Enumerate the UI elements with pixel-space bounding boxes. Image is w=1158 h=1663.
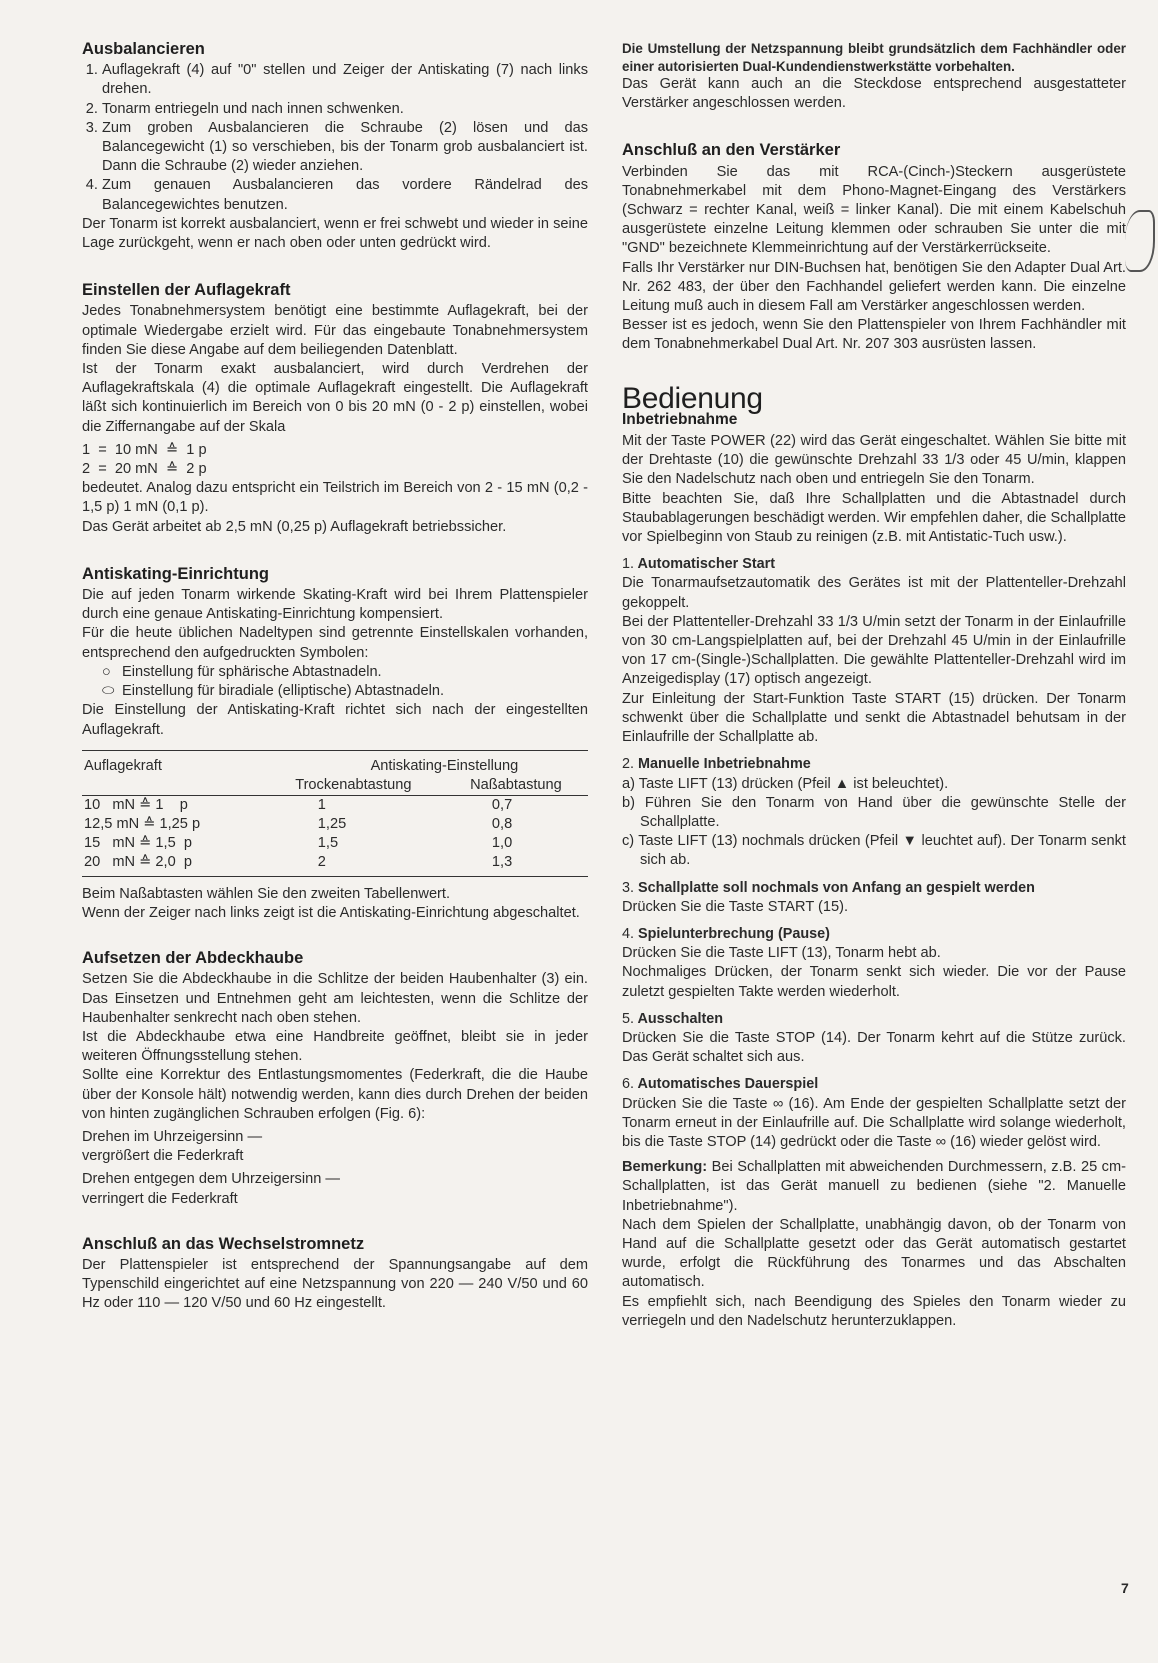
paragraph: Falls Ihr Verstärker nur DIN-Buchsen hat, benötigen Sie den Adapter Dual Art. Nr. 262 483, der über den Fachhandel geliefert werden kann. Die einzelne Leitung muß auch in diesem Fall am Verstärker angeschlossen werden. <box>622 259 1126 315</box>
paragraph: Drücken Sie die Taste ∞ (16). Am Ende der gespielten Schallplatte setzt der Tonarm erneut in der Einlaufrille auf. Die Schallplatte wird solange wiederholt, bis die Taste STOP (14) gedrückt oder die Taste ∞ (16) wieder gelöst wird. <box>622 1095 1126 1150</box>
paragraph: verringert die Federkraft <box>82 1190 238 1207</box>
section-bedienung <box>622 381 1126 1331</box>
step-item: 4. Zum genauen Ausbalancieren das vordere Rändelrad des Balancegewichtes benutzen. <box>102 176 588 214</box>
paragraph: Die Tonarmaufsetzautomatik des Gerätes ist mit der Plattenteller-Drehzahl gekoppelt. <box>622 575 1126 611</box>
paragraph: Verbinden Sie das mit RCA-(Cinch-)Steckern ausgerüstete Tonabnehmerkabel mit dem Phono-Magnet-Eingang des Verstärkers (Schwarz = rechter Kanal, weiß = linker Kanal). Die mit einem Kabelschuh ausgerüstete einzelne Leitung klemmen oder schrauben Sie unter die mit "GND" bezeichnete Klemmeinrichtung auf der Verstärkerrückseite. <box>622 163 1126 257</box>
section-auflagekraft <box>82 281 588 537</box>
table-header: Trockenabtastung <box>263 776 444 796</box>
heading-auflagekraft: Einstellen der Auflagekraft <box>82 281 291 300</box>
section-antiskating <box>82 565 588 923</box>
subheading: 2. Manuelle Inbetriebnahme <box>622 756 811 773</box>
manual-steps <box>622 775 1126 871</box>
subheading: 6. Automatisches Dauerspiel <box>622 1076 819 1093</box>
step-item: c) Taste LIFT (13) nochmals drücken (Pfeil ▼ leuchtet auf). Der Tonarm senkt sich ab. <box>622 833 1126 869</box>
paragraph: vergrößert die Federkraft <box>82 1148 244 1165</box>
antiskating-table <box>82 750 588 877</box>
subheading: 4. Spielunterbrechung (Pause) <box>622 925 830 942</box>
paragraph: Nach dem Spielen der Schallplatte, unabhängig davon, ob der Tonarm von Hand auf die Schallplatte gesetzt oder das Gerät automatisch gestartet wurde, erfolgt die Rückführung des Tonarmes und das Abschalten automatisch. <box>622 1216 1126 1291</box>
symbol-line: ○ Einstellung für sphärische Abtastnadeln. <box>82 663 588 682</box>
right-column <box>622 40 1126 1331</box>
step-item: 2. Tonarm entriegeln und nach innen schwenken. <box>102 100 588 119</box>
paragraph: Wenn der Zeiger nach links zeigt ist die Antiskating-Einrichtung abgeschaltet. <box>82 904 580 921</box>
paragraph: Sollte eine Korrektur des Entlastungsmomentes (Federkraft, die die Haube über der Konsole hält) notwendig werden, kann dies durch Drehen der beiden von hinten zugänglichen Schrauben erfolgen (Fig. 6): <box>82 1067 588 1122</box>
paragraph: Der Plattenspieler ist entsprechend der Spannungsangabe auf dem Typenschild eingerichtet auf eine Netzspannung von 220 — 240 V/50 und 60 Hz oder 110 — 120 V/50 und 60 Hz eingestellt. <box>82 1256 588 1312</box>
heading-abdeckhaube: Aufsetzen der Abdeckhaube <box>82 949 304 968</box>
heading-antiskating: Antiskating-Einrichtung <box>82 564 269 583</box>
equation: 1 = 10 mN ≙ 1 p <box>82 441 207 458</box>
table-row: 20 mN ≙ 2,0 p 2 1,3 <box>84 853 513 870</box>
table-row: 12,5 mN ≙ 1,25 p 1,25 0,8 <box>84 815 513 832</box>
paragraph: bedeutet. Analog dazu entspricht ein Teilstrich im Bereich von 2 - 15 mN (0,2 - 1,5 p) 1 mN (0,1 p). <box>82 480 588 516</box>
paragraph: Beim Naßabtasten wählen Sie den zweiten Tabellenwert. <box>82 885 451 902</box>
page-number: 7 <box>1121 1580 1129 1596</box>
paragraph: Drücken Sie die Taste LIFT (13), Tonarm hebt ab. <box>622 945 941 962</box>
table-header: Auflagekraft <box>84 757 162 774</box>
paragraph: Zur Einleitung der Start-Funktion Taste START (15) drücken. Der Tonarm schwenkt über die Schallplatte und senkt die Abtastnadel behutsam in der Einlaufrille der Schallplatte ab. <box>622 690 1126 746</box>
paragraph: Ist die Abdeckhaube etwa eine Handbreite geöffnet, bleibt sie in jeder weiteren Öffnungsstellung stehen. <box>82 1028 588 1065</box>
ellipse-symbol-icon: ⬭ <box>102 683 115 700</box>
paragraph: Mit der Taste POWER (22) wird das Gerät eingeschaltet. Wählen Sie bitte mit der Drehtaste (10) die gewünschte Drehzahl 33 1/3 oder 45 U/min, klappen Sie den Nadelschutz nach oben und entriegeln Sie den Tonarm. <box>622 433 1126 488</box>
equation: 2 = 20 mN ≙ 2 p <box>82 461 207 478</box>
subheading: 3. Schallplatte soll nochmals von Anfang an gespielt werden <box>622 879 1035 896</box>
paragraph: Nochmaliges Drücken, der Tonarm senkt sich wieder. Die vor der Pause zuletzt gespielten Takte werden wiederholt. <box>622 964 1126 1000</box>
paragraph: Drücken Sie die Taste START (15). <box>622 898 849 915</box>
heading-verstaerker: Anschluß an den Verstärker <box>622 141 841 160</box>
paragraph: Die auf jeden Tonarm wirkende Skating-Kraft wird bei Ihrem Plattenspieler durch eine genaue Antiskating-Einrichtung kompensiert. <box>82 587 588 623</box>
paragraph: Es empfiehlt sich, nach Beendigung des Spieles den Tonarm wieder zu verriegeln und den Nadelschutz herunterzuklappen. <box>622 1293 1126 1329</box>
left-column <box>82 40 588 1336</box>
table-header: Antiskating-Einstellung <box>370 757 519 774</box>
subheading: 1. Automatischer Start <box>622 556 776 573</box>
note-label: Bemerkung: <box>622 1159 708 1176</box>
section-ausbalancieren <box>82 40 588 253</box>
table-row: 15 mN ≙ 1,5 p 1,5 1,0 <box>84 834 513 851</box>
heading-inbetriebnahme: Inbetriebnahme <box>622 410 738 428</box>
paragraph: Drehen entgegen dem Uhrzeigersinn — <box>82 1171 340 1188</box>
section-wechselstrom <box>82 1235 588 1314</box>
paragraph: Drehen im Uhrzeigersinn — <box>82 1128 263 1145</box>
note-text: Bei Schallplatten mit abweichenden Durchmessern, z.B. 25 cm-Schallplatten, ist das Gerät manuell zu bedienen (siehe "2. Manuelle Inbetriebnahme"). <box>622 1159 1126 1214</box>
paragraph: Bitte beachten Sie, daß Ihre Schallplatten und die Abtastnadel durch Staubablagerungen beschädigt werden. Wir empfehlen daher, die Schallplatte vor Spielbeginn von Staub zu reinigen (z.B. mit Antistatic-Tuch usw.). <box>622 490 1126 546</box>
note <box>622 1158 1126 1216</box>
subheading: 5. Ausschalten <box>622 1010 724 1027</box>
handwritten-mark-icon <box>1125 210 1155 272</box>
table-header: Naßabtastung <box>444 776 588 796</box>
paragraph: Setzen Sie die Abdeckhaube in die Schlitze der beiden Haubenhalter (3) ein. Das Einsetzen und Entnehmen geht am leichtesten, wenn die Schlitze der Haubenhalter senkrecht nach oben stehen. <box>82 971 588 1026</box>
step-item: b) Führen Sie den Tonarm von Hand über die gewünschte Stelle der Schallplatte. <box>622 794 1126 830</box>
heading-wechselstrom: Anschluß an das Wechselstromnetz <box>82 1234 365 1253</box>
paragraph: Das Gerät arbeitet ab 2,5 mN (0,25 p) Auflagekraft betriebssicher. <box>82 518 507 535</box>
symbol-line: ⬭ Einstellung für biradiale (elliptische) Abtastnadeln. <box>82 682 588 701</box>
steps-ausbalancieren <box>82 61 588 215</box>
paragraph: Ist der Tonarm exakt ausbalanciert, wird durch Verdrehen der Auflagekraftskala (4) die optimale Auflagekraft eingestellt. Die Auflagekraft läßt sich kontinuierlich im Bereich von 0 bis 20 mN (0 - 2 p) einstellen, wobei die Ziffernangabe auf der Skala <box>82 361 588 435</box>
heading-bedienung: Bedienung <box>622 381 763 415</box>
bold-notice: Die Umstellung der Netzspannung bleibt grundsätzlich dem Fachhändler oder einer autorisierten Dual-Kundendienstwerkstätte vorbehalten. <box>622 41 1126 74</box>
section-netzspannung <box>622 40 1126 113</box>
paragraph: Für die heute üblichen Nadeltypen sind getrennte Einstellskalen vorhanden, entsprechend den aufgedruckten Symbolen: <box>82 625 588 661</box>
section-abdeckhaube <box>82 949 588 1209</box>
paragraph: Drücken Sie die Taste STOP (14). Der Tonarm kehrt auf die Stütze zurück. Das Gerät schaltet sich aus. <box>622 1029 1126 1066</box>
step-item: 1. Auflagekraft (4) auf "0" stellen und Zeiger der Antiskating (7) nach links drehen. <box>102 61 588 99</box>
paragraph: Das Gerät kann auch an die Steckdose entsprechend ausgestatteter Verstärker angeschlossen werden. <box>622 76 1126 112</box>
table-row: 10 mN ≙ 1 p 1 0,7 <box>84 796 513 813</box>
paragraph: Bei der Plattenteller-Drehzahl 33 1/3 U/min setzt der Tonarm in der Einlaufrille von 30 cm-Langspielplatten auf, bei der Drehzahl 45 U/min in der Einlaufrille von 17 cm-(Single-)Schallplatten. Die gewählte Plattenteller-Drehzahl wird im Anzeigedisplay (17) optisch angezeigt. <box>622 613 1126 688</box>
circle-symbol-icon: ○ <box>102 663 111 680</box>
section-verstaerker <box>622 141 1126 354</box>
paragraph: Jedes Tonabnehmersystem benötigt eine bestimmte Auflagekraft, bei der optimale Wiedergabe erzielt wird. Für das eingebaute Tonabnehmersystem finden Sie diese Angabe auf dem beiliegenden Datenblatt. <box>82 303 588 358</box>
paragraph: Die Einstellung der Antiskating-Kraft richtet sich nach der eingestellten Auflagekraft. <box>82 702 588 738</box>
step-item: a) Taste LIFT (13) drücken (Pfeil ▲ ist beleuchtet). <box>622 775 949 792</box>
heading-ausbalancieren: Ausbalancieren <box>82 40 205 58</box>
step-item: 3. Zum groben Ausbalancieren die Schraube (2) lösen und das Balancegewicht (1) so verschieben, bis der Tonarm grob ausbalanciert ist. Dann die Schraube (2) wieder anziehen. <box>102 119 588 177</box>
paragraph: Der Tonarm ist korrekt ausbalanciert, wenn er frei schwebt und wieder in seine Lage zurückgeht, wenn er nach oben oder unten gedrückt wird. <box>82 215 588 252</box>
paragraph: Besser ist es jedoch, wenn Sie den Plattenspieler von Ihrem Fachhändler mit dem Tonabnehmerkabel Dual Art. Nr. 207 303 ausrüsten lassen. <box>622 317 1126 353</box>
